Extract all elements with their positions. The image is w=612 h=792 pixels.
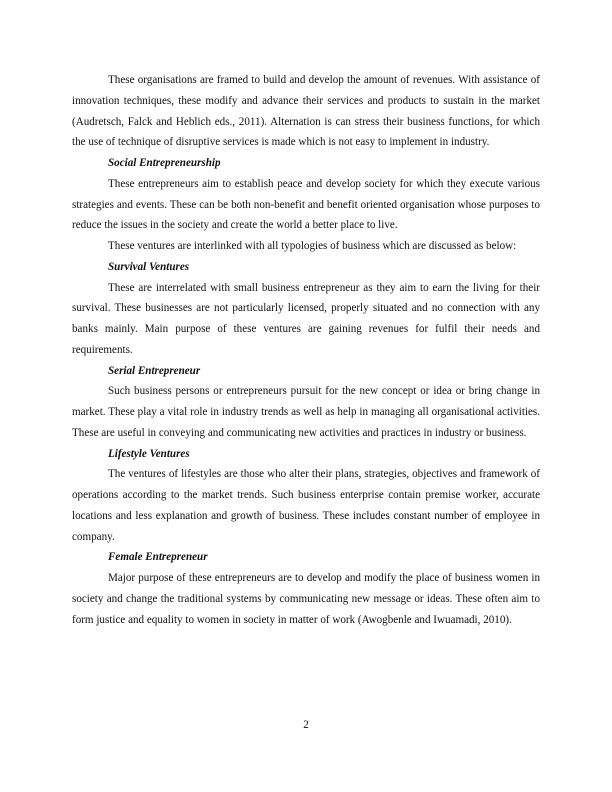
- heading-female-entrepreneur: Female Entrepreneur: [108, 551, 208, 564]
- heading-lifestyle-ventures: Lifestyle Ventures: [108, 447, 190, 460]
- paragraph-innovation: These organisations are framed to build and develop the amount of revenues. With assistance of innovation techniques, these modify and advance their services and products to sustain in the market (Audretsch, Falck and Heblich eds., 2011). Alternation is can stress their business functions, for which the use of technique of disruptive services is made which is not easy to implement in industry.: [72, 74, 540, 149]
- page-number: 2: [303, 719, 309, 731]
- heading-survival-ventures: Survival Ventures: [108, 260, 190, 273]
- paragraph-ventures-intro: These ventures are interlinked with all typologies of business which are discussed as below:: [108, 240, 517, 252]
- paragraph-social-entrepreneurship: These entrepreneurs aim to establish peace and develop society for which they execute various strategies and events. These can be both non-benefit and benefit oriented organisation whose purposes to reduce the issues in the society and create the world a better place to live.: [72, 177, 540, 232]
- heading-serial-entrepreneur: Serial Entrepreneur: [108, 364, 201, 377]
- heading-social-entrepreneurship: Social Entrepreneurship: [108, 157, 221, 169]
- paragraph-survival-ventures: These are interrelated with small business entrepreneur as they aim to earn the living for their survival. These businesses are not particularly licensed, properly situated and no connection with any banks mainly. Main purpose of these ventures are gaining revenues for fulfil their needs and requirements.: [72, 281, 540, 356]
- paragraph-serial-entrepreneur: Such business persons or entrepreneurs pursuit for the new concept or idea or bring change in market. These play a vital role in industry trends as well as help in managing all organisational activities. These are useful in conveying and communicating new activities and practices in industry or business.: [72, 385, 540, 439]
- document-body: [72, 70, 540, 630]
- paragraph-lifestyle-ventures: The ventures of lifestyles are those who alter their plans, strategies, objectives and framework of operations according to the market trends. Such business enterprise contain premise worker, accurate locations and less explanation and growth of business. These includes constant number of employee in company.: [72, 468, 540, 543]
- paragraph-female-entrepreneur: Major purpose of these entrepreneurs are to develop and modify the place of business women in society and change the traditional systems by communicating new message or ideas. These often aim to form justice and equality to women in society in matter of work (Awogbenle and Iwuamadi, 2010).: [72, 572, 540, 626]
